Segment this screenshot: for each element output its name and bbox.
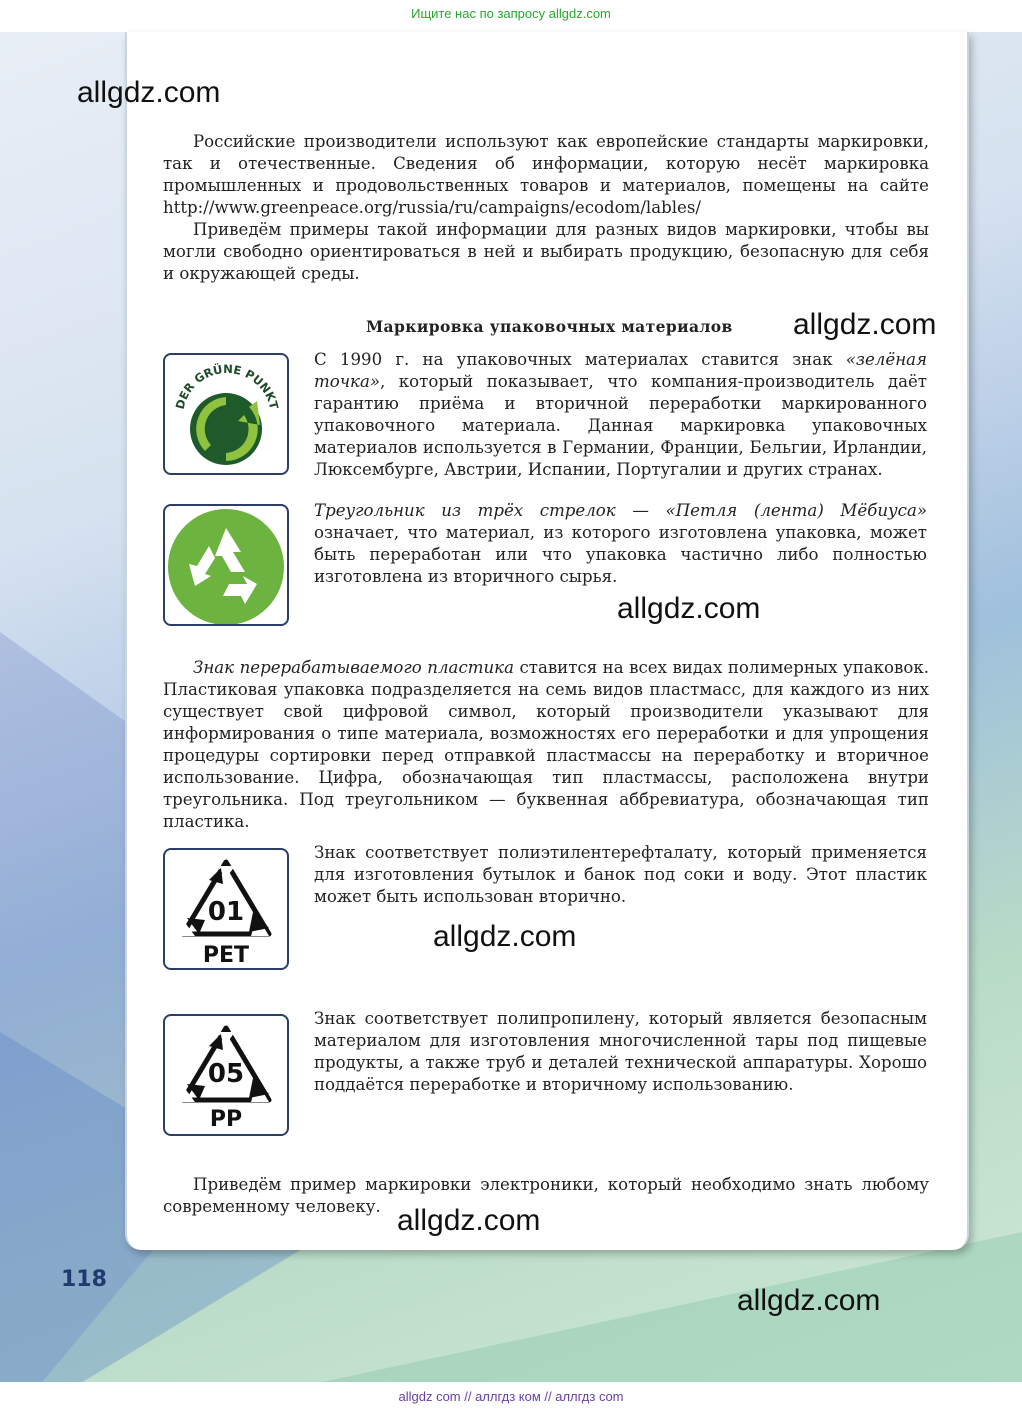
green-dot-icon	[163, 353, 289, 475]
pet-recycling-icon	[163, 848, 289, 970]
svg-text:01: 01	[207, 897, 245, 927]
svg-text:DER GRÜNE PUNKT: DER GRÜNE PUNKT	[172, 361, 282, 411]
pet-text: Знак соответствует полиэтилентерефталату, который применяется для изготовления бутылок и банок под соки и воду. Этот пластик может быть использован вторично.	[314, 843, 927, 906]
svg-text:PET: PET	[202, 943, 250, 968]
pp-text: Знак соответствует полипропилену, который является безопасным материалом для изготовления многочисленной тары под пищевые продукты, а также труб и деталей технической аппаратуры. Хорошо поддаётся переработке и вторичному использованию.	[314, 1009, 927, 1094]
footer-site-links[interactable]: allgdz com // аллгдз ком // аллгдз com	[398, 1389, 624, 1404]
closing-text: Приведём пример маркировки электроники, который необходимо знать любому современному человеку.	[163, 1175, 929, 1216]
watermark: allgdz.com	[397, 1204, 541, 1237]
intro-paragraph-2: Приведём примеры такой информации для разных видов маркировки, чтобы вы могли свободно ориентироваться в ней и выбирать продукцию, безопасную для себя и окружающей среды.	[163, 220, 929, 283]
plastic-text: Знак перерабатываемого пластика ставится на всех видах полимерных упаковок. Пластиковая упаковка подразделяется на семь видов пластмасс, для каждого из них существует свой цифровой символ, который производители указывают для информирования о типе материала, возможностях его переработки и для упрощения процедуры сортировки перед отправкой пластмассы на переработку и вторичное использование. Цифра, обозначающая тип пластмассы, расположена внутри треугольника. Под треугольником — буквенная аббревиатура, обозначающая тип пластика.	[163, 658, 929, 831]
watermark: allgdz.com	[793, 308, 937, 341]
mobius-text: Треугольник из трёх стрелок — «Петля (лента) Мёбиуса» означает, что материал, из которого изготовлена упаковка, может быть переработан или что упаковка частично либо полностью изготовлена из вторичного сырья.	[314, 501, 927, 586]
intro-paragraph-1: Российские производители используют как европейские стандарты маркировки, так и отечественные. Сведения об информации, которую несёт маркировка промышленных и продовольственных товаров и материалов, помещены на сайте http://www.greenpeace.org/russia/ru/campaigns/ecodom/lables/	[163, 132, 929, 217]
pp-recycling-icon	[163, 1014, 289, 1136]
svg-text:05: 05	[207, 1059, 245, 1089]
watermark: allgdz.com	[617, 592, 761, 625]
intro-text	[163, 131, 929, 285]
watermark: allgdz.com	[433, 920, 577, 953]
top-site-link[interactable]: Ищите нас по запросу allgdz.com	[411, 6, 611, 21]
page-number: 118	[61, 1267, 107, 1292]
watermark: allgdz.com	[737, 1284, 881, 1317]
green-dot-text: С 1990 г. на упаковочных материалах ставится знак «зелёная точка», который показывает, что компания-производитель даёт гарантию приёма и вторичной переработки маркированного упаковочного материала. Данная маркировка упаковочных материалов используется в Германии, Франции, Бельгии, Ирландии, Люксембурге, Австрии, Испании, Португалии и других странах.	[314, 350, 927, 479]
mobius-loop-icon	[163, 504, 289, 626]
section-heading: Маркировка упаковочных материалов	[366, 317, 733, 336]
svg-text:PP: PP	[209, 1107, 243, 1132]
watermark: allgdz.com	[77, 76, 221, 109]
